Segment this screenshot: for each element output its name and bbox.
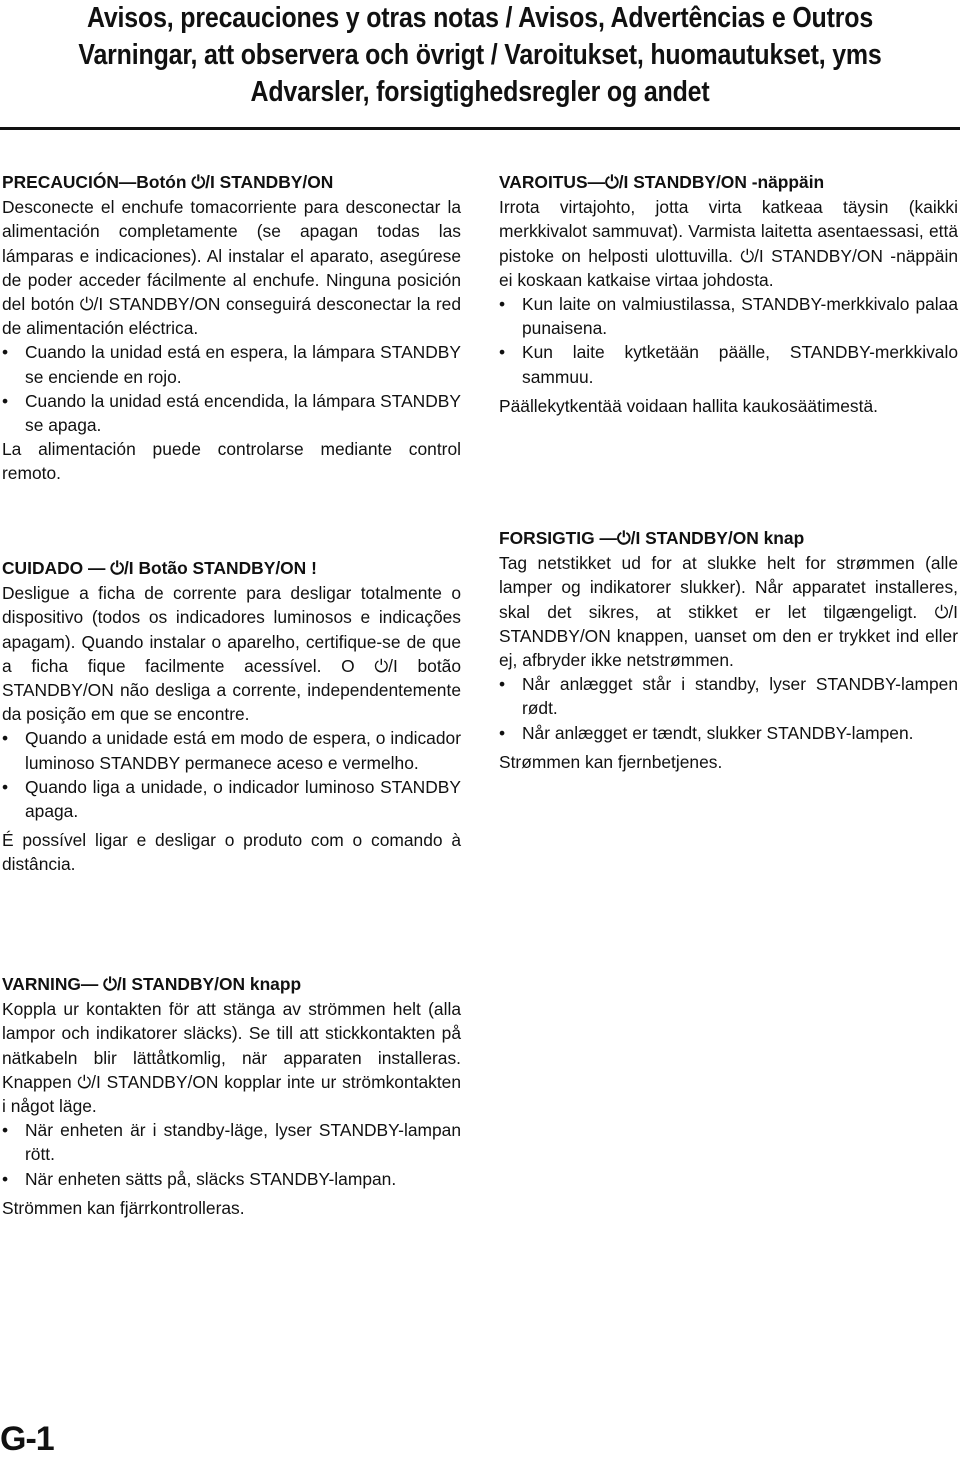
section-heading: FORSIGTIG —⏻/I STANDBY/ON knap [499,528,805,548]
list-item: • Cuando la unidad está encendida, la lámpara STANDBY se apaga. [2,389,461,437]
list-item: • Kun laite on valmiustilassa, STANDBY-merkkivalo palaa punaisena. [499,292,958,340]
title-line-2: Varningar, att observera och övrigt / Varoitukset, huomautukset, yms [78,39,882,71]
section-footer: La alimentación puede controlarse mediante control remoto. [2,439,461,484]
bullet-list [499,292,958,389]
section-portuguese [2,556,461,877]
title-line-3: Advarsler, forsigtighedsregler og andet [250,76,710,108]
bullet-list [2,340,461,437]
list-item: • Når anlægget er tændt, slukker STANDBY-lampen. [499,721,958,745]
title-line-1: Avisos, precauciones y otras notas / Avisos, Advertências e Outros [86,2,874,34]
section-body: Desconecte el enchufe tomacorriente para desconectar la alimentación completamente (se apagan todas las lámparas e indicaciones). Al instalar el aparato, asegúrese de poder acceder fácilmente al enchufe. Ninguna posición del botón ⏻/I STANDBY/ON conseguirá desconectar la red de alimentación eléctrica. [2,197,461,339]
section-footer: Päällekytkentää voidaan hallita kaukosäätimestä. [499,395,878,416]
section-danish [499,526,958,774]
list-item: • Quando liga a unidade, o indicador luminoso STANDBY apaga. [2,775,461,823]
section-heading: PRECAUCIÓN—Botón ⏻/I STANDBY/ON [2,172,334,192]
title-rule [0,127,960,130]
section-heading: VAROITUS—⏻/I STANDBY/ON -näppäin [499,172,825,192]
section-heading: VARNING— ⏻/I STANDBY/ON knapp [2,974,302,994]
section-footer: Strömmen kan fjärrkontrolleras. [2,1197,245,1218]
list-item: • När enheten sätts på, släcks STANDBY-lampan. [2,1167,461,1191]
section-body: Desligue a ficha de corrente para desligar totalmente o dispositivo (todos os indicadores luminosos e indicações apagam). Quando instalar o aparelho, certifique-se de que a ficha fique facilmente acessível. O ⏻/I botão STANDBY/ON não desliga a corrente, independentemente da posição em que se encontre. [2,583,461,725]
list-item: • Kun laite kytketään päälle, STANDBY-merkkivalo sammuu. [499,340,958,388]
section-body: Irrota virtajohto, jotta virta katkeaa täysin (kaikki merkkivalot sammuvat). Varmista laitetta asentaessasi, että pistoke on helposti ulottuvilla. ⏻/I STANDBY/ON -näppäin ei koskaan katkaise virtaa johdosta. [499,197,958,290]
bullet-list [499,672,958,745]
list-item: • Quando a unidade está em modo de espera, o indicador luminoso STANDBY permanece aceso e vermelho. [2,726,461,774]
section-finnish [499,170,958,418]
list-item: • Cuando la unidad está en espera, la lámpara STANDBY se enciende en rojo. [2,340,461,388]
section-footer: Strømmen kan fjernbetjenes. [499,751,723,772]
list-item: • När enheten är i standby-läge, lyser STANDBY-lampan rött. [2,1118,461,1166]
section-body: Koppla ur kontakten för att stänga av strömmen helt (alla lampor och indikatorer släcks). Se till att stickkontakten på nätkabeln blir lättåtkomlig, när apparaten installeras. Knappen ⏻/I STANDBY/ON kopplar inte ur strömkontakten i något läge. [2,999,461,1117]
list-item: • Når anlægget står i standby, lyser STANDBY-lampen rødt. [499,672,958,720]
section-heading: CUIDADO — ⏻/I Botão STANDBY/ON ! [2,558,317,578]
page-number: G-1 [0,1420,54,1458]
section-footer: É possível ligar e desligar o produto com o comando à distância. [2,830,461,875]
section-spanish [2,170,461,486]
bullet-list [2,1118,461,1191]
page-title [0,0,960,111]
bullet-list [2,726,461,823]
section-swedish [2,972,461,1220]
section-body: Tag netstikket ud for at slukke helt for strømmen (alle lamper og indikatorer slukker). Når apparatet installeres, skal det sikres, at stikket er let tilgængeligt. ⏻/I STANDBY/ON knappen, uanset om den er trykket ind eller ej, afbryder ikke netstrømmen. [499,553,958,671]
